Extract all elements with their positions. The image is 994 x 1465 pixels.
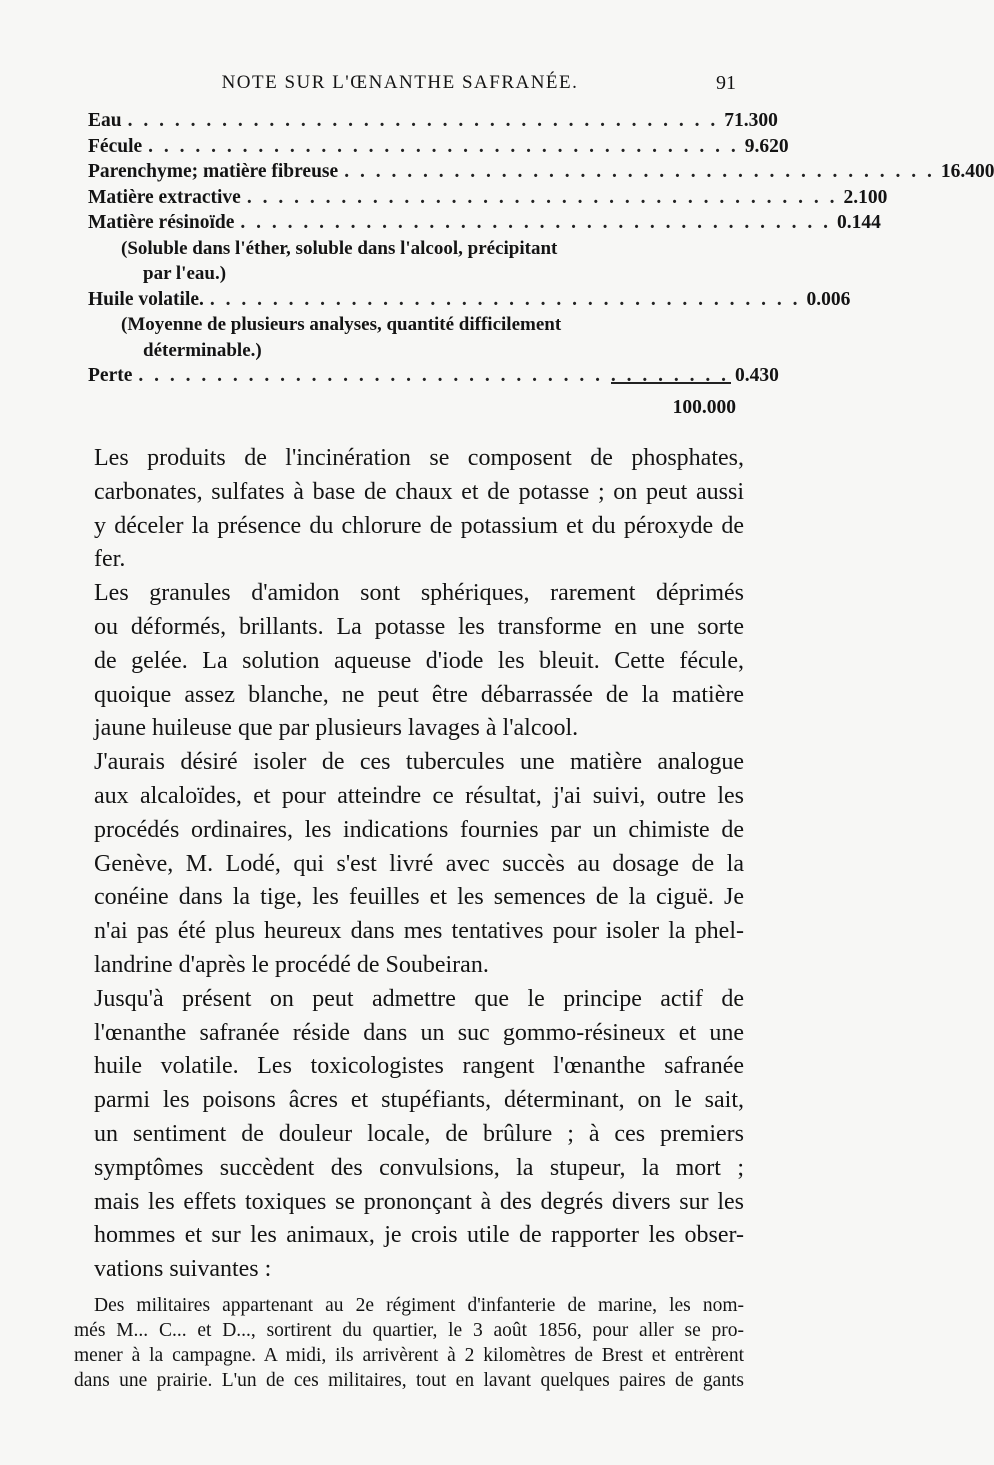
dot-leader: . . . . . . . . . . . . . . . . . . . . . . . . . . . . . . . . . . . . . . (209, 288, 801, 310)
text-line: jaune huileuse que par plusieurs lavages à l'alcool. (94, 715, 579, 742)
dot-leader: . . . . . . . . . . . . . . . . . . . . . . . . . . . . . . . . . . . . . . (240, 212, 832, 233)
text-line: mener à la campagne. A midi, ils arrivèrent à 2 kilomètres de Brest et entrèrent (74, 1345, 744, 1366)
row-label: Matière extractive (88, 186, 241, 208)
dot-leader: . . . . . . . . . . . . . . . . . . . . . . . . . . . . . . . . . . . . . . (127, 110, 719, 131)
resin-note-line: (Soluble dans l'éther, soluble dans l'alcool, précipitant (121, 237, 558, 259)
text-line: Jusqu'à présent on peut admettre que le principe actif de (94, 985, 744, 1012)
paragraph (74, 983, 744, 1287)
text-line: Des militaires appartenant au 2e régiment d'infanterie de marine, les nom- (94, 1295, 744, 1316)
paragraph (74, 577, 744, 746)
text-line: de gelée. La solution aqueuse d'iode les bleuit. Cette fécule, (94, 647, 744, 674)
text-line: fer. (94, 546, 126, 573)
total-value: 100.000 (672, 396, 736, 418)
text-line: més M... C... et D..., sortirent du quartier, le 3 août 1856, pour aller se pro- (74, 1320, 744, 1341)
paragraph (74, 442, 744, 577)
text-line: vations suivantes : (94, 1256, 272, 1283)
paragraph (74, 746, 744, 983)
row-label: Eau (88, 110, 122, 131)
oil-note-line: (Moyenne de plusieurs analyses, quantité difficilement (121, 314, 562, 335)
row-label: Perte (88, 365, 133, 386)
text-line: conéine dans la tige, les feuilles et les semences de la ciguë. Je (94, 884, 744, 911)
oil-note (88, 312, 748, 363)
total-rule (611, 382, 731, 384)
text-line: dans une prairie. L'un de ces militaires, tout en lavant quelques paires de gants (74, 1370, 744, 1391)
text-line: J'aurais désiré isoler de ces tubercules une matière analogue (94, 749, 744, 776)
text-line: carbonates, sulfates à base de chaux et de potasse ; on peut aussi (94, 478, 744, 505)
table-row (88, 159, 994, 185)
table-row (88, 134, 789, 160)
text-line: hommes et sur les animaux, je crois utile de rapporter les obser- (94, 1222, 744, 1249)
text-line: parmi les poisons âcres et stupéfiants, déterminant, on le sait, (94, 1087, 744, 1114)
dot-leader: . . . . . . . . . . . . . . . . . . . . . . . . . . . . . . . . . . . . . . (344, 161, 935, 182)
body-text (74, 442, 744, 1287)
table-row (88, 287, 851, 313)
dot-leader: . . . . . . . . . . . . . . . . . . . . . . . . . . . . . . . . . . . . . . (148, 135, 739, 157)
text-line: symptômes succèdent des convulsions, la stupeur, la mort ; (94, 1154, 744, 1181)
text-line: mais les effets toxiques se prononçant à des degrés divers sur les (94, 1188, 744, 1215)
text-line: y déceler la présence du chlorure de potassium et du péroxyde de (94, 512, 744, 539)
text-line: quoique assez blanche, ne peut être débarrassée de la matière (94, 681, 744, 708)
row-label: Matière résinoïde (88, 212, 235, 233)
text-line: l'œnanthe safranée réside dans un suc gommo-résineux et une (94, 1019, 744, 1046)
row-value: 9.620 (744, 135, 789, 157)
resin-note (88, 236, 748, 287)
page-number: 91 (716, 72, 736, 94)
table-row (88, 108, 778, 134)
row-value: 0.430 (735, 365, 779, 386)
row-label: Fécule (88, 135, 143, 157)
text-line: un sentiment de douleur locale, de brûlure ; à ces premiers (94, 1120, 744, 1147)
table-row (88, 185, 888, 211)
text-line: landrine d'après le procédé de Soubeiran. (94, 951, 489, 978)
table-row (88, 363, 779, 389)
text-line: Les produits de l'incinération se composent de phosphates, (94, 445, 744, 471)
text-line: aux alcaloïdes, et pour atteindre ce résultat, j'ai suivi, outre les (94, 782, 744, 809)
row-value: 0.006 (806, 288, 851, 310)
text-line: Les granules d'amidon sont sphériques, rarement déprimés (94, 580, 744, 607)
composition-table (88, 108, 994, 421)
dot-leader: . . . . . . . . . . . . . . . . . . . . . . . . . . . . . . . . . . . . . . (138, 365, 729, 386)
oil-note-line: déterminable.) (143, 339, 262, 361)
text-line: n'ai pas été plus heureux dans mes tentatives pour isoler la phel- (94, 918, 744, 945)
text-line: huile volatile. Les toxicologistes rangent l'œnanthe safranée (94, 1053, 744, 1080)
row-value: 0.144 (837, 212, 881, 233)
text-line: Genève, M. Lodé, qui s'est livré avec succès au dosage de la (94, 850, 744, 877)
table-row (88, 210, 881, 236)
row-value: 71.300 (724, 110, 778, 131)
text-line: ou déformés, brillants. La potasse les transforme en une sorte (94, 613, 744, 640)
total-row (88, 395, 748, 421)
text-line: procédés ordinaires, les indications fournies par un chimiste de (94, 816, 744, 843)
observation-paragraph (74, 1293, 744, 1393)
running-header (0, 72, 800, 102)
row-label: Huile volatile. (88, 288, 204, 310)
running-title: NOTE SUR L'ŒNANTHE SAFRANÉE. (221, 72, 579, 93)
row-value: 2.100 (843, 186, 888, 208)
dot-leader: . . . . . . . . . . . . . . . . . . . . . . . . . . . . . . . . . . . . . . (246, 186, 838, 208)
resin-note-line: par l'eau.) (143, 263, 227, 284)
row-label: Parenchyme; matière fibreuse (88, 161, 339, 182)
row-value: 16.400 (940, 161, 994, 182)
